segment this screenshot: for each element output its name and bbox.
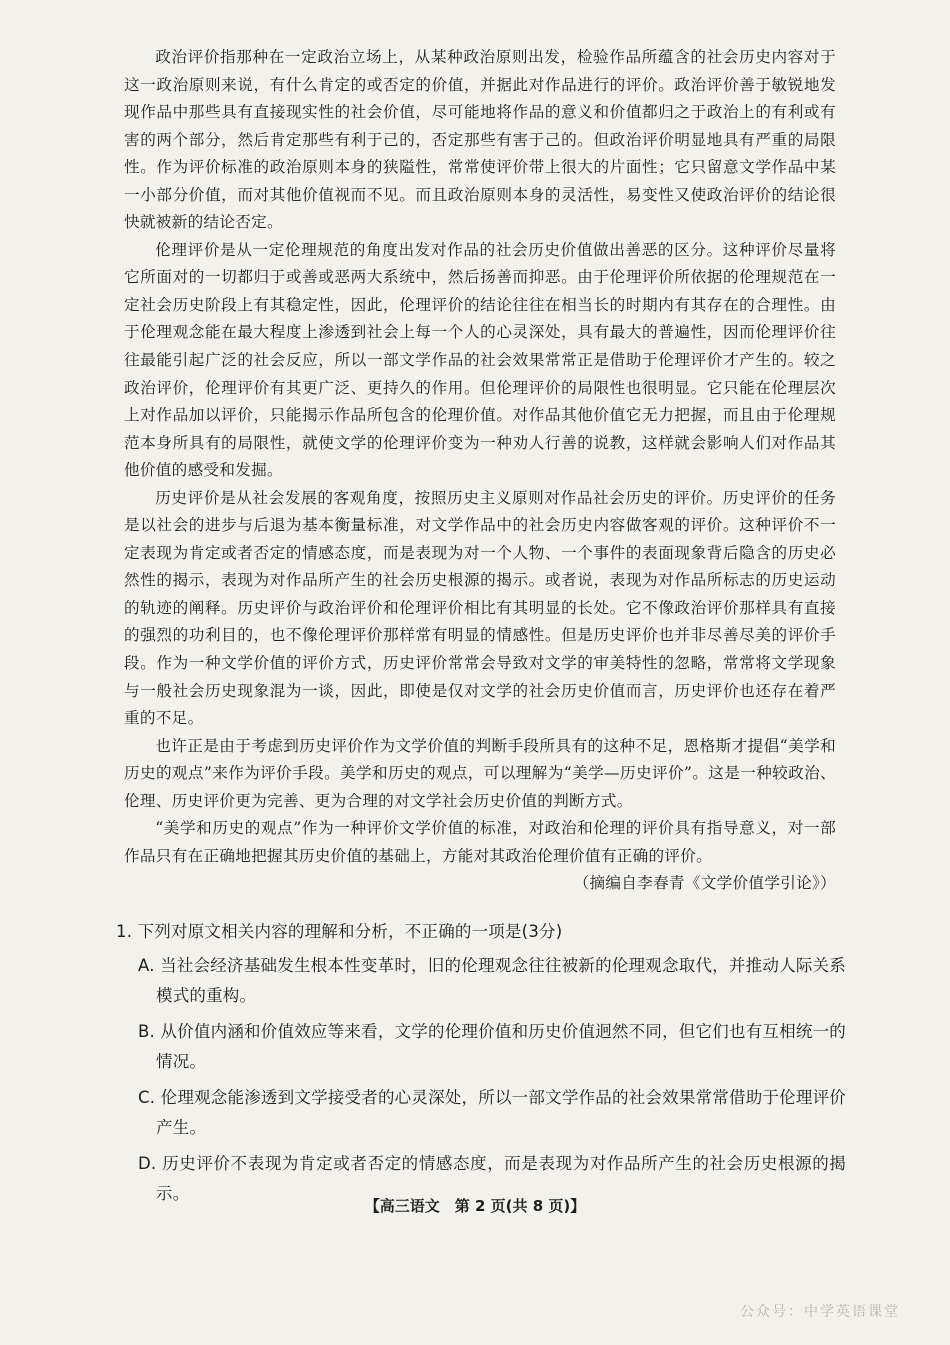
- paragraph-historical-evaluation: 历史评价是从社会发展的客观角度，按照历史主义原则对作品社会历史的评价。历史评价的任务是以社会的进步与后退为基本衡量标准，对文学作品中的社会历史内容做客观的评价。这种评价不一定表现为肯定或者否定的情感态度，而是表现为对一个人物、一个事件的表面现象背后隐含的历史必然性的揭示，表现为对作品所产生的社会历史根源的揭示。或者说，表现为对作品所标志的历史运动的轨迹的阐释。历史评价与政治评价和伦理评价相比有其明显的长处。它不像政治评价那样具有直接的强烈的功利目的，也不像伦理评价那样常有明显的情感性。但是历史评价也并非尽善尽美的评价手段。作为一种文学价值的评价方式，历史评价常常会导致对文学的审美特性的忽略，常常将文学现象与一般社会历史现象混为一谈，因此，即使是仅对文学的社会历史价值而言，历史评价也还存在着严重的不足。: [124, 488, 836, 728]
- reading-passage: [124, 44, 836, 898]
- paragraph-political-evaluation: 政治评价指那种在一定政治立场上，从某种政治原则出发，检验作品所蕴含的社会历史内容对于这一政治原则来说，有什么肯定的或否定的价值，并据此对作品进行的评价。政治评价善于敏锐地发现作品中那些具有直接现实性的社会价值，尽可能地将作品的意义和价值都归之于政治上的有利或有害的两个部分，然后肯定那些有利于己的，否定那些有害于己的。但政治评价明显地具有严重的局限性。作为评价标准的政治原则本身的狭隘性，常常使评价带上很大的片面性；它只留意文学作品中某一小部分价值，而对其他价值视而不见。而且政治原则本身的灵活性，易变性又使政治评价的结论很快就被新的结论否定。: [124, 48, 836, 232]
- watermark: 公众号：中学英语课堂: [740, 1304, 900, 1320]
- question-1: [116, 917, 846, 1215]
- paragraph-aesthetic-historical: 也许正是由于考虑到历史评价作为文学价值的判断手段所具有的这种不足，恩格斯才提倡“美学和历史的观点”来作为评价手段。美学和历史的观点，可以理解为“美学—历史评价”。这是一种较政治、伦理、历史评价更为完善、更为合理的对文学社会历史价值的判断方式。: [124, 736, 836, 810]
- paragraph-conclusion: “美学和历史的观点”作为一种评价文学价值的标准，对政治和伦理的评价具有指导意义，对一部作品只有在正确地把握其历史价值的基础上，方能对其政治伦理价值有正确的评价。: [124, 819, 836, 865]
- question-stem: 1. 下列对原文相关内容的理解和分析，不正确的一项是(3分): [116, 922, 563, 941]
- option-b: B. 从价值内涵和价值效应等来看，文学的伦理价值和历史价值迥然不同，但它们也有互相统一的情况。: [138, 1022, 846, 1071]
- option-c: C. 伦理观念能渗透到文学接受者的心灵深处，所以一部文学作品的社会效果常常借助于伦理评价产生。: [138, 1088, 846, 1137]
- page-footer: 【高三语文 第 2 页(共 8 页)】: [364, 1197, 586, 1215]
- option-a: A. 当社会经济基础发生根本性变革时，旧的伦理观念往往被新的伦理观念取代，并推动人际关系模式的重构。: [138, 956, 846, 1005]
- paragraph-ethical-evaluation: 伦理评价是从一定伦理规范的角度出发对作品的社会历史价值做出善恶的区分。这种评价尽量将它所面对的一切都归于或善或恶两大系统中，然后扬善而抑恶。由于伦理评价所依据的伦理规范在一定社会历史阶段上有其稳定性，因此，伦理评价的结论往往在相当长的时期内有其存在的合理性。由于伦理观念能在最大程度上渗透到社会上每一个人的心灵深处，具有最大的普遍性，因而伦理评价往往最能引起广泛的社会反应，所以一部文学作品的社会效果常常正是借助于伦理评价才产生的。较之政治评价，伦理评价有其更广泛、更持久的作用。但伦理评价的局限性也很明显。它只能在伦理层次上对作品加以评价，只能揭示作品所包含的伦理价值。对作品其他价值它无力把握，而且由于伦理规范本身所具有的局限性，就使文学的伦理评价变为一种劝人行善的说教，这样就会影响人们对作品其他价值的感受和发掘。: [124, 240, 836, 480]
- passage-source: （摘编自李春青《文学价值学引论》）: [573, 874, 836, 893]
- option-d: D. 历史评价不表现为肯定或者否定的情感态度，而是表现为对作品所产生的社会历史根源的揭示。: [138, 1154, 846, 1203]
